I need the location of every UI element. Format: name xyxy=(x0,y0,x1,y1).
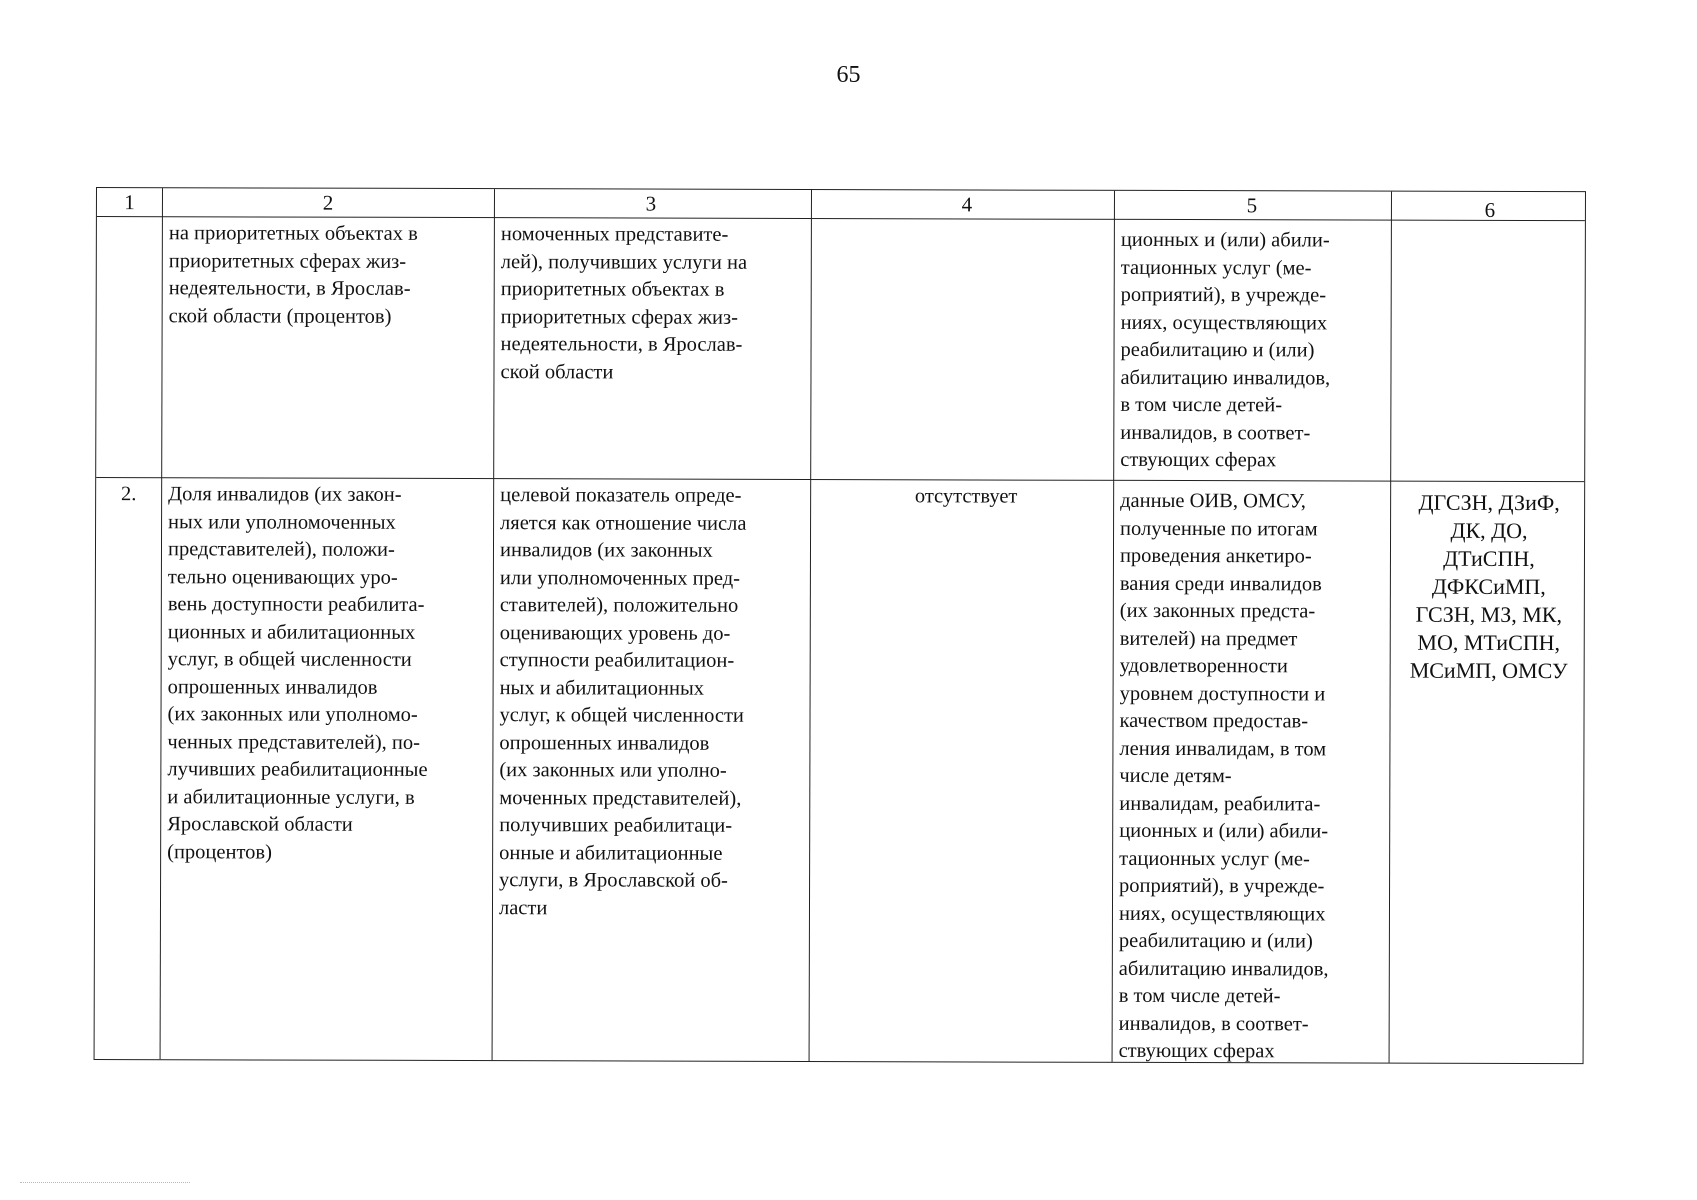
data-source: данные ОИВ, ОМСУ, полученные по итогам проведения анкетиро- вания среди инвалидов (их законных предста- вителей) на предмет удовлетворенности уровнем доступности и качеством предостав- ления инвалидам, в том числе детям- инвалидам, реабилита- ционных и (или) абили- тационных услуг (ме- роприятий), в учрежде- ниях, осуществляющих реабилитацию и (или) абилитацию инвалидов, в том числе детей- инвалидов, в соответ- ствующих сферах xyxy=(1118,489,1329,1063)
column-divider xyxy=(1112,191,1115,1062)
row-number: 2. xyxy=(120,483,137,506)
scan-artifact xyxy=(20,1182,190,1186)
indicator-table xyxy=(94,187,1586,1064)
continuation-source: ционных и (или) абили- тационных услуг (ме- роприятий), в учрежде- ниях, осуществляющих реабилитацию и (или) абилитацию инвалидов, в том числе детей- инвалидов, в соответ- ствующих сферах xyxy=(1120,228,1331,472)
indicator-note: отсутствует xyxy=(914,485,1018,508)
header-col-2: 2 xyxy=(322,190,334,215)
calculation-method: целевой показатель опреде- ляется как отношение числа инвалидов (их законных или уполномоченных пред- ставителей), положительно оценивающих уровень до- ступности реабилитацион- ных и абилитационных услуг, к общей численности опрошенных инвалидов (их законных или уполно- моченных представителей), получивших реабилитаци- онные и абилитационные услуги, в Ярославской об- ласти xyxy=(498,484,747,919)
indicator-name: Доля инвалидов (их закон- ных или уполномоченных представителей), положи- тельно оценивающих уро- вень доступности реабилита- ционных и абилитационных услуг, в общей численности опрошенных инвалидов (их законных или уполномо- ченных представителей), по- лучивших реабилитационные и абилитационные услуги, в Ярославской области (процентов) xyxy=(167,483,428,863)
responsible-bodies: ДГСЗН, ДЗиФ, ДК, ДО, ДТиСПН, ДФКСиМП, ГСЗН, МЗ, МК, МО, МТиСПН, МСиМП, ОМСУ xyxy=(1409,489,1568,684)
header-col-4: 4 xyxy=(961,192,973,217)
column-divider xyxy=(492,189,495,1060)
column-divider xyxy=(1389,192,1392,1063)
header-col-6: 6 xyxy=(1484,197,1496,222)
column-divider xyxy=(809,190,812,1061)
continuation-method: номоченных представите- лей), получивших услуги на приоритетных объектах в приоритетных сферах жиз- недеятельности, в Ярослав- ской области xyxy=(500,223,748,383)
column-divider xyxy=(160,188,163,1059)
page-number: 65 xyxy=(836,62,861,88)
continuation-indicator-name: на приоритетных объектах в приоритетных сферах жиз- недеятельности, в Ярослав- ской области (процентов) xyxy=(168,222,418,328)
header-col-3: 3 xyxy=(645,191,657,216)
header-col-1: 1 xyxy=(124,190,135,215)
header-col-5: 5 xyxy=(1246,193,1258,218)
